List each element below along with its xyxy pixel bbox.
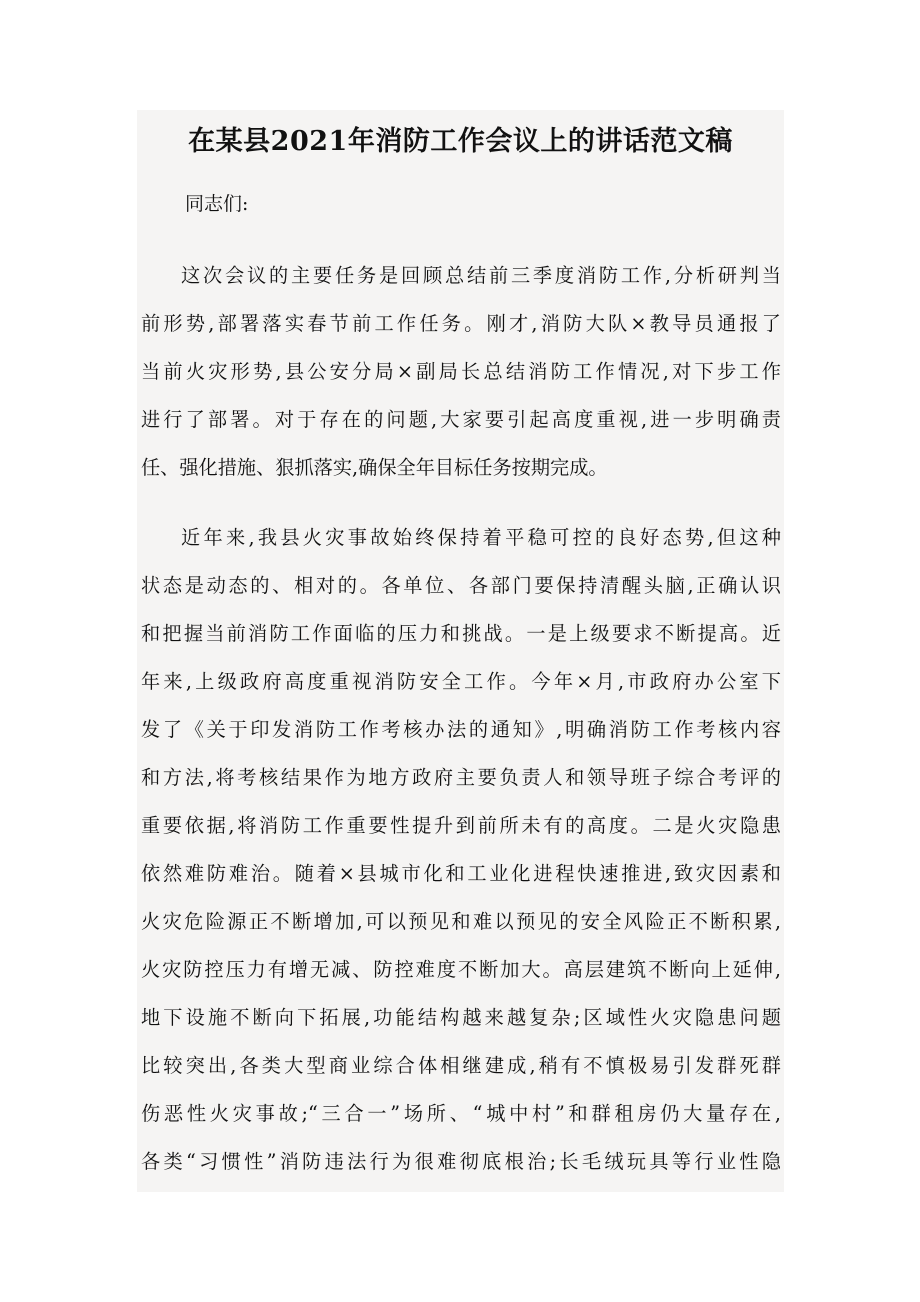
paragraph-line: 各类“习惯性”消防违法行为很难彻底根治;长毛绒玩具等行业性隐 <box>141 1150 781 1173</box>
document-page <box>137 110 784 1192</box>
paragraph-line: 年来,上级政府高度重视消防安全工作。今年×月,市政府办公室下 <box>141 670 781 693</box>
paragraph-2 <box>141 514 781 1186</box>
paragraph-line: 依然难防难治。随着×县城市化和工业化进程快速推进,致灾因素和 <box>141 862 781 885</box>
paragraph-line: 发了《关于印发消防工作考核办法的通知》,明确消防工作考核内容 <box>141 718 781 741</box>
paragraph-line: 状态是动态的、相对的。各单位、各部门要保持清醒头脑,正确认识 <box>141 574 781 597</box>
document-title: 在某县2021年消防工作会议上的讲话范文稿 <box>188 126 733 157</box>
paragraph-line: 近年来,我县火灾事故始终保持着平稳可控的良好态势,但这种 <box>181 526 781 549</box>
paragraph-1 <box>141 252 781 492</box>
paragraph-line: 和方法,将考核结果作为地方政府主要负责人和领导班子综合考评的 <box>141 766 781 789</box>
paragraph-line: 火灾防控压力有增无减、防控难度不断加大。高层建筑不断向上延伸, <box>141 958 781 981</box>
paragraph-line: 火灾危险源正不断增加,可以预见和难以预见的安全风险正不断积累, <box>141 910 781 933</box>
paragraph-line: 进行了部署。对于存在的问题,大家要引起高度重视,进一步明确责 <box>141 408 781 431</box>
paragraph-line: 伤恶性火灾事故;“三合一”场所、“城中村”和群租房仍大量存在, <box>141 1102 781 1125</box>
paragraph-line: 和把握当前消防工作面临的压力和挑战。一是上级要求不断提高。近 <box>141 622 781 645</box>
greeting: 同志们: <box>185 193 249 215</box>
paragraph-line: 地下设施不断向下拓展,功能结构越来越复杂;区域性火灾隐患问题 <box>141 1006 781 1029</box>
paragraph-line: 任、强化措施、狠抓落实,确保全年目标任务按期完成。 <box>141 456 608 479</box>
paragraph-line: 这次会议的主要任务是回顾总结前三季度消防工作,分析研判当 <box>181 264 781 287</box>
paragraph-line: 前形势,部署落实春节前工作任务。刚才,消防大队×教导员通报了 <box>141 312 781 335</box>
paragraph-line: 当前火灾形势,县公安分局×副局长总结消防工作情况,对下步工作 <box>141 360 781 383</box>
paragraph-line: 比较突出,各类大型商业综合体相继建成,稍有不慎极易引发群死群 <box>141 1054 781 1077</box>
paragraph-line: 重要依据,将消防工作重要性提升到前所未有的高度。二是火灾隐患 <box>141 814 781 837</box>
